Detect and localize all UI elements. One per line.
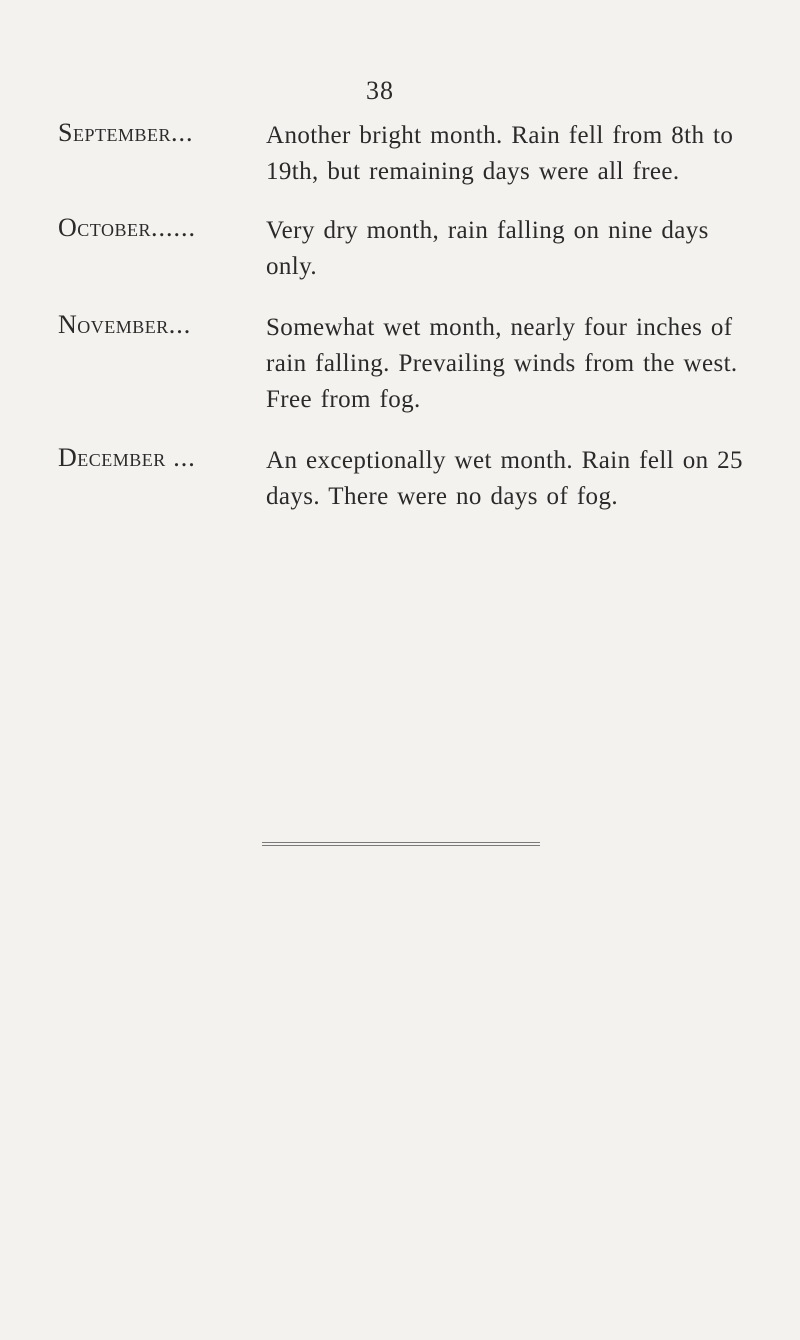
month-name: September bbox=[58, 118, 171, 147]
month-name: October bbox=[58, 213, 151, 242]
leader-dots: ... bbox=[168, 310, 192, 339]
month-description: Somewhat wet month, nearly four inches of rain falling. Prevailing winds from the west. Free from fog. bbox=[266, 314, 738, 413]
month-label bbox=[58, 213, 196, 243]
leader-dots: ... bbox=[165, 443, 196, 472]
month-description: Another bright month. Rain fell from 8th to 19th, but remaining days were all free. bbox=[266, 122, 734, 185]
rule-line bbox=[262, 845, 540, 846]
leader-dots: ...... bbox=[150, 213, 196, 242]
month-description: An exceptionally wet month. Rain fell on 25 days. There were no days of fog. bbox=[266, 447, 743, 510]
month-label bbox=[58, 310, 191, 340]
leader-dots: ... bbox=[170, 118, 194, 147]
month-description: Very dry month, rain falling on nine days only. bbox=[266, 217, 709, 280]
rule-line bbox=[262, 842, 540, 843]
month-label bbox=[58, 443, 196, 473]
month-name: November bbox=[58, 310, 169, 339]
month-name: December bbox=[58, 443, 166, 472]
page-number: 38 bbox=[366, 76, 394, 105]
month-label bbox=[58, 118, 193, 148]
footer-rule bbox=[262, 842, 540, 848]
